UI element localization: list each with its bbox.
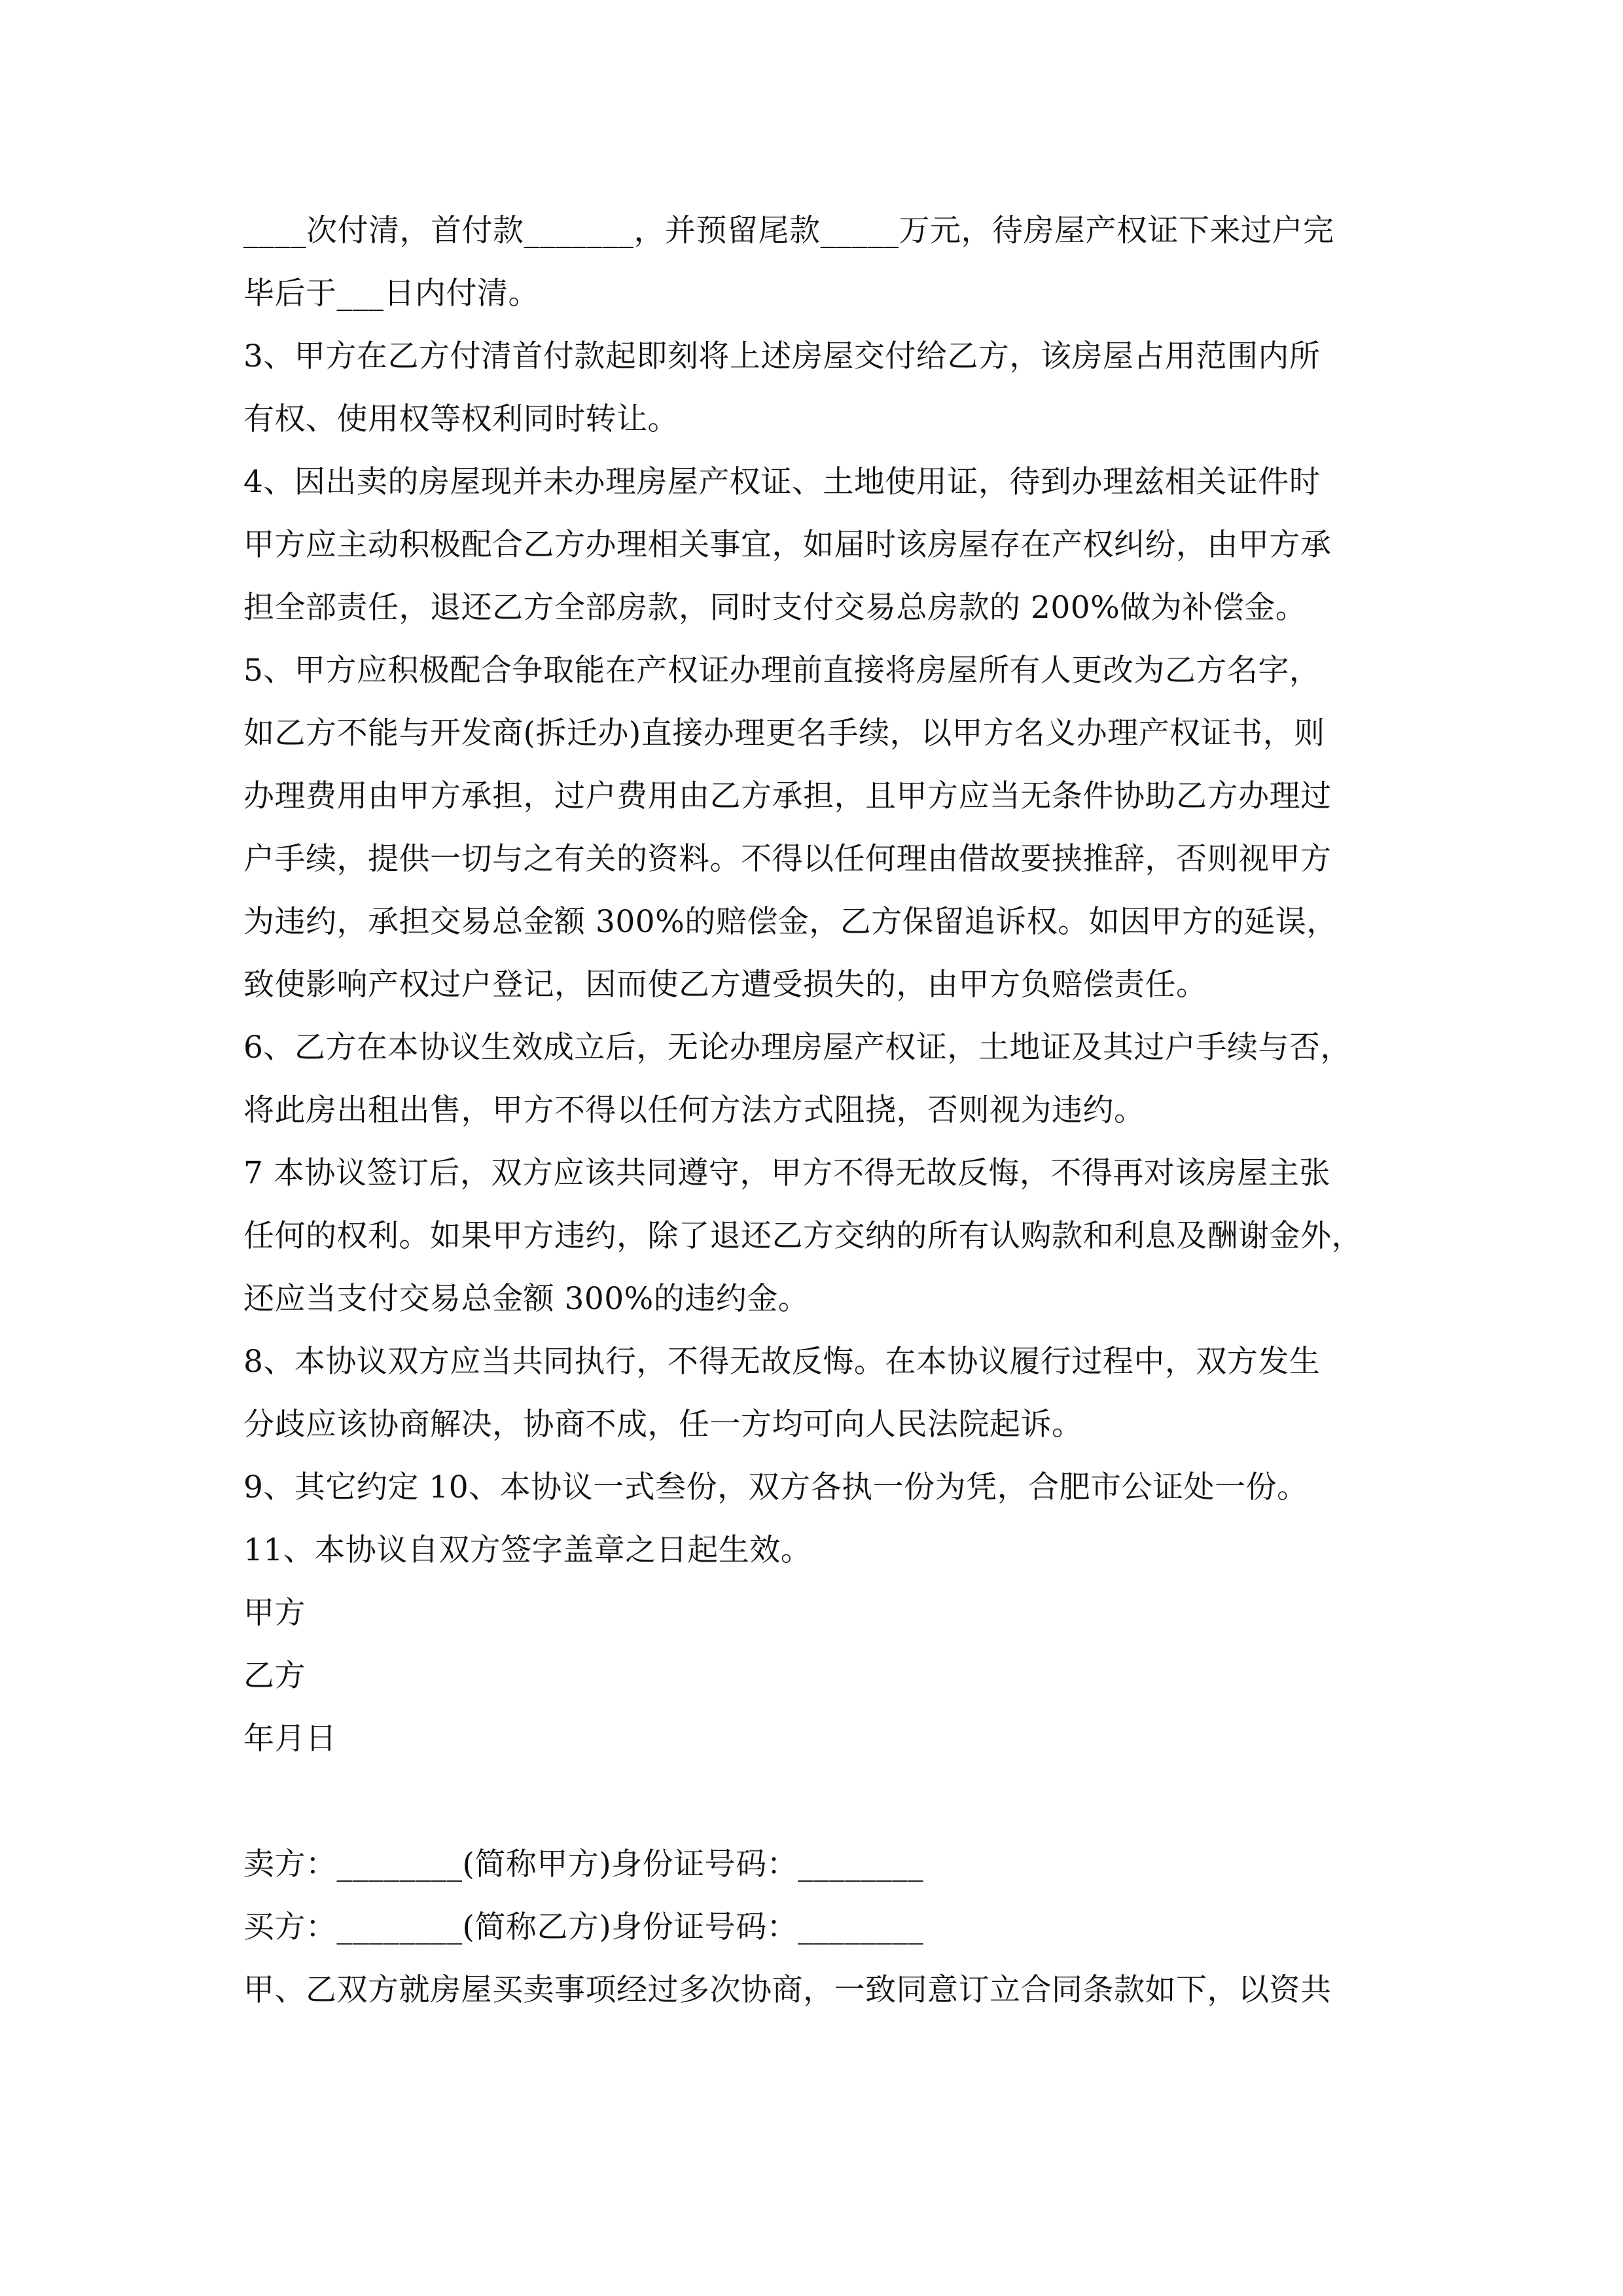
text-line: 任何的权利。如果甲方违约，除了退还乙方交纳的所有认购款和利息及酬谢金外， bbox=[243, 1218, 1363, 1254]
buyer-line: 买方：________(简称乙方)身份证号码：________ bbox=[243, 1909, 924, 1945]
text-line: 为违约，承担交易总金额 300%的赔偿金，乙方保留追诉权。如因甲方的延误， bbox=[243, 904, 1338, 940]
text-line: 4、因出卖的房屋现并未办理房屋产权证、土地使用证，待到办理兹相关证件时 bbox=[243, 464, 1321, 500]
text-line: ____次付清，首付款_______，并预留尾款_____万元，待房屋产权证下来过户完 bbox=[243, 213, 1334, 249]
text-line: 户手续，提供一切与之有关的资料。不得以任何理由借故要挟推辞，否则视甲方 bbox=[243, 841, 1332, 877]
document-body bbox=[243, 200, 1382, 2022]
text-line: 分歧应该协商解决，协商不成，任一方均可向人民法院起诉。 bbox=[243, 1407, 1083, 1443]
signature-party-b: 乙方 bbox=[243, 1658, 306, 1694]
text-line: 致使影响产权过户登记，因而使乙方遭受损失的，由甲方负赔偿责任。 bbox=[243, 967, 1207, 1003]
text-line: 将此房出租出售，甲方不得以任何方法方式阻挠，否则视为违约。 bbox=[243, 1092, 1145, 1128]
text-line: 担全部责任，退还乙方全部房款，同时支付交易总房款的 200%做为补偿金。 bbox=[243, 590, 1307, 626]
text-line: 办理费用由甲方承担，过户费用由乙方承担，且甲方应当无条件协助乙方办理过 bbox=[243, 778, 1332, 814]
text-line: 11、本协议自双方签字盖章之日起生效。 bbox=[243, 1532, 812, 1568]
blank-gap bbox=[243, 1770, 1382, 1833]
text-line: 6、乙方在本协议生效成立后，无论办理房屋产权证，土地证及其过户手续与否， bbox=[243, 1030, 1351, 1066]
signature-party-a: 甲方 bbox=[243, 1595, 306, 1631]
seller-line: 卖方：________(简称甲方)身份证号码：________ bbox=[243, 1846, 924, 1882]
text-line: 5、甲方应积极配合争取能在产权证办理前直接将房屋所有人更改为乙方名字， bbox=[243, 653, 1321, 689]
signature-date: 年月日 bbox=[243, 1721, 337, 1757]
text-line: 甲方应主动积极配合乙方办理相关事宜，如届时该房屋存在产权纠纷，由甲方承 bbox=[243, 527, 1332, 563]
text-line: 毕后于___日内付清。 bbox=[243, 276, 539, 312]
text-line: 8、本协议双方应当共同执行，不得无故反悔。在本协议履行过程中，双方发生 bbox=[243, 1344, 1321, 1380]
text-line: 7 本协议签订后，双方应该共同遵守，甲方不得无故反悔，不得再对该房屋主张 bbox=[243, 1155, 1330, 1191]
text-line: 3、甲方在乙方付清首付款起即刻将上述房屋交付给乙方，该房屋占用范围内所 bbox=[243, 338, 1321, 374]
text-line: 如乙方不能与开发商(拆迁办)直接办理更名手续，以甲方名义办理产权证书，则 bbox=[243, 715, 1325, 751]
text-line: 还应当支付交易总金额 300%的违约金。 bbox=[243, 1281, 810, 1317]
text-line: 有权、使用权等权利同时转让。 bbox=[243, 401, 679, 437]
closing-line: 甲、乙双方就房屋买卖事项经过多次协商，一致同意订立合同条款如下，以资共 bbox=[243, 1972, 1332, 2008]
text-line: 9、其它约定 10、本协议一式叁份，双方各执一份为凭，合肥市公证处一份。 bbox=[243, 1469, 1308, 1505]
